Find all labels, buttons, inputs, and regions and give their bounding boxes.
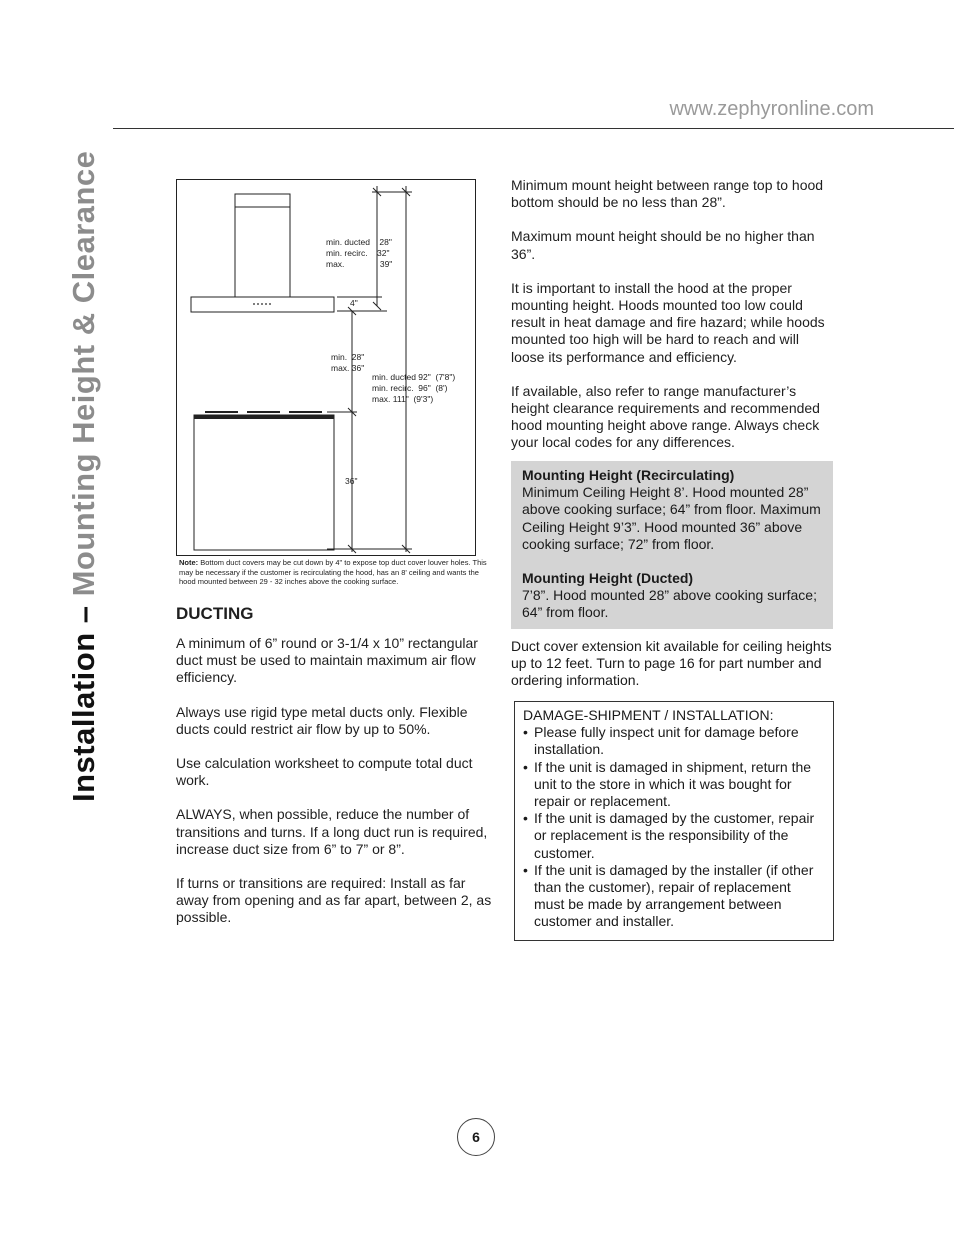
page-title-part2: Mounting Height & Clearance	[66, 150, 101, 597]
page-title	[64, 151, 104, 802]
recirculating-heading: Mounting Height (Recirculating)	[522, 467, 735, 483]
ducted-text: 7’8”. Hood mounted 28” above cooking surface; 64” from floor.	[522, 587, 817, 621]
range-top	[194, 415, 334, 419]
info-paragraph: It is important to install the hood at the proper mounting height. Hoods mounted too low could result in heat damage and fire hazard; while hoods mounted too high will be hard to reach and will loose its performance and efficiency.	[511, 279, 825, 365]
info-paragraph: Maximum mount height should be no higher than 36”.	[511, 228, 815, 262]
damage-list-item: • Please fully inspect unit for damage before installation.	[523, 724, 825, 758]
label-36-inch: 36"	[345, 476, 358, 486]
label-mount-height: min. 28" max. 36"	[331, 352, 365, 373]
page-title-part1: Installation –	[66, 596, 101, 802]
page-number: 6	[457, 1118, 495, 1156]
damage-list	[523, 724, 825, 930]
burner	[289, 411, 322, 413]
note-label: Note:	[179, 558, 199, 567]
mounting-height-box	[511, 461, 833, 629]
ducting-section	[176, 603, 494, 944]
info-paragraph: Minimum mount height between range top to hood bottom should be no less than 28”.	[511, 177, 824, 211]
burner	[247, 411, 280, 413]
ducted-heading: Mounting Height (Ducted)	[522, 570, 694, 587]
mounting-info-section	[511, 177, 833, 469]
header-divider	[113, 128, 954, 129]
label-duct-heights: min. ducted 28" min. recirc. 32" max. 39"	[326, 237, 393, 269]
damage-list-item: • If the unit is damaged by the customer, repair or replacement is the responsibility of the customer.	[523, 810, 825, 862]
ducting-paragraph: Always use rigid type metal ducts only. Flexible ducts could restrict air flow by up to 50%.	[176, 703, 468, 737]
mounting-height-diagram	[176, 179, 476, 556]
ducting-paragraph: Use calculation worksheet to compute total duct work.	[176, 755, 473, 789]
ducting-paragraph: ALWAYS, when possible, reduce the number of transitions and turns. If a long duct run is required, increase duct size from 6” to 7” or 8”.	[176, 806, 488, 857]
ducting-heading: DUCTING	[176, 604, 254, 623]
damage-heading: DAMAGE-SHIPMENT / INSTALLATION:	[523, 707, 774, 723]
extension-kit-text: Duct cover extension kit available for ceiling heights up to 12 feet. Turn to page 16 for part number and ordering information.	[511, 638, 832, 689]
diagram-note	[179, 558, 489, 587]
website-url: www.zephyronline.com	[669, 98, 874, 120]
duct-cover	[235, 207, 290, 297]
duct-cover-top	[235, 194, 290, 207]
damage-list-item: • If the unit is damaged by the installer (if other than the customer), repair of replacement must be made by arrangement between customer and installer.	[523, 862, 825, 931]
burner	[205, 411, 238, 413]
label-ceiling-heights: min. ducted 92" (7'8") min. recirc. 96" (8') max. 111" (9'3")	[372, 372, 456, 404]
damage-shipment-box	[514, 701, 834, 941]
ducting-paragraph: If turns or transitions are required: Install as far away from opening and as far apart, between 2, as possible.	[176, 875, 492, 926]
note-text: Bottom duct covers may be cut down by 4" to expose top duct cover louver holes. This may be necessary if the customer is recirculating the hood, has an 8' ceiling and wants the hood mounted between 29 - 32 inches above the cooking surface.	[179, 558, 487, 586]
damage-list-item: • If the unit is damaged in shipment, return the unit to the store in which it was bought for repair or replacement.	[523, 759, 825, 811]
range-body	[194, 415, 334, 550]
ducting-paragraph: A minimum of 6” round or 3-1/4 x 10” rectangular duct must be used to maintain maximum air flow efficiency.	[176, 635, 478, 686]
label-4-inch: 4"	[350, 298, 358, 308]
recirculating-text: Minimum Ceiling Height 8’. Hood mounted 28” above cooking surface; 64” from floor. Maximum Ceiling Height 9’3”. Hood mounted 36” above cooking surface; 72” from floor.	[522, 484, 821, 552]
info-paragraph: If available, also refer to range manufacturer’s height clearance requirements and recommended hood mounting height above range. Always check your local codes for any differences.	[511, 382, 820, 451]
